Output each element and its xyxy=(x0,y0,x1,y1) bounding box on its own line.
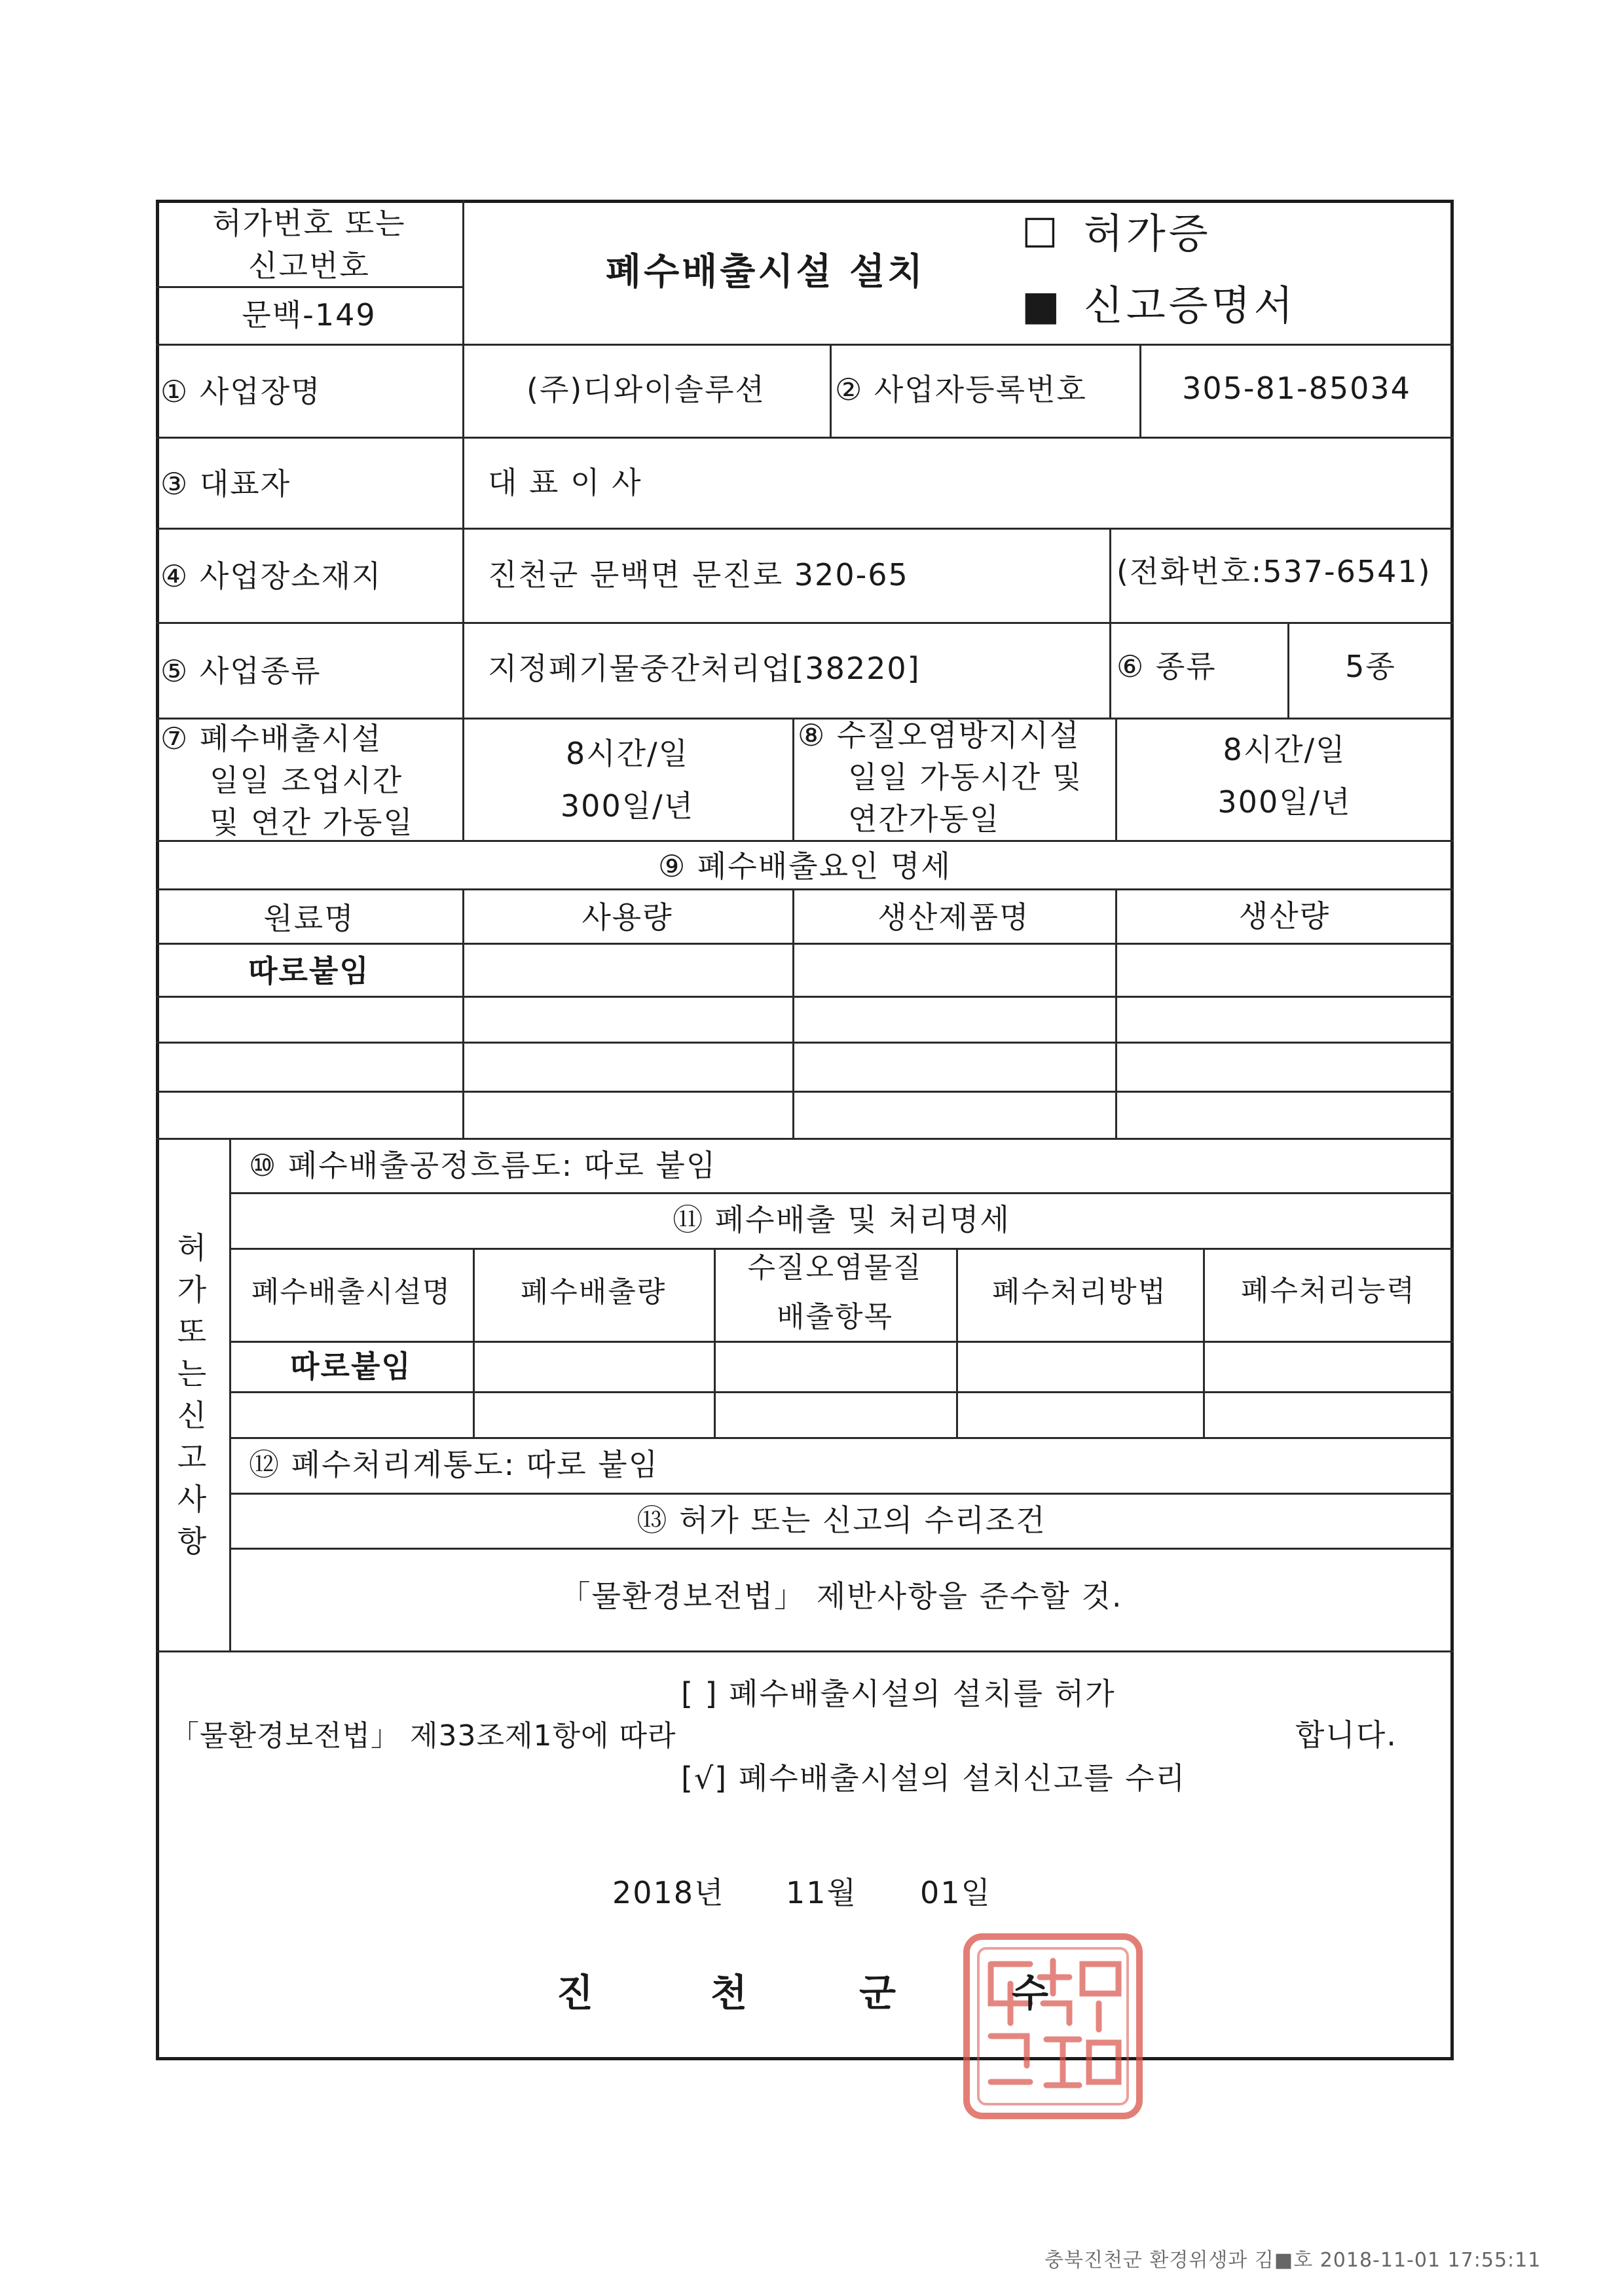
issuer-char: 수 xyxy=(1012,1971,1053,2015)
issuer-char: 군 xyxy=(859,1971,900,2015)
business-name-value: (주)디와이솔루션 xyxy=(526,372,766,407)
system-diagram-label: ⑫ 폐수처리계통도: 따로 붙임 xyxy=(249,1447,659,1482)
operation-hours: 8시간/일 xyxy=(565,736,690,771)
date-year: 2018년 xyxy=(612,1875,725,1910)
official-seal-icon xyxy=(961,1931,1145,2121)
option-permit-line: [ ] 폐수배출시설의 설치를 허가 xyxy=(681,1676,1116,1711)
row-line xyxy=(156,622,1454,624)
col-line xyxy=(830,344,832,437)
option-report-line: [√] 폐수배출시설의 설치신고를 수리 xyxy=(681,1760,1187,1796)
row-line xyxy=(229,1548,1454,1550)
side-label-char: 항 xyxy=(177,1523,208,1559)
detail-header-pollutant-line1: 수질오염물질 xyxy=(747,1251,923,1285)
factors-header-usage: 사용량 xyxy=(581,900,673,935)
operation-label-line3: 및 연간 가동일 xyxy=(210,805,414,840)
representative-label: ③ 대표자 xyxy=(160,466,291,501)
business-name-label: ① 사업장명 xyxy=(160,374,322,409)
address-value: 진천군 문백면 문진로 320-65 xyxy=(488,557,909,592)
flow-chart-label: ⑩ 폐수배출공정흐름도: 따로 붙임 xyxy=(249,1148,717,1183)
row-line xyxy=(156,1091,1454,1093)
kind-value: 5종 xyxy=(1345,649,1396,684)
permit-no-label-line1: 허가번호 또는 xyxy=(212,206,406,241)
law-reference: 「물환경보전법」 제33조제1항에 따라 xyxy=(170,1719,676,1753)
detail-first-cell: 따로붙임 xyxy=(290,1349,412,1384)
detail-header-pollutant-line2: 배출항목 xyxy=(776,1300,893,1334)
operation-label-line2: 일일 조업시간 xyxy=(210,763,403,798)
prevention-label-line3: 연간가동일 xyxy=(848,801,1001,837)
prevention-label-line2: 일일 가동시간 및 xyxy=(848,759,1083,795)
row-line xyxy=(229,1248,1454,1250)
kind-label: ⑥ 종류 xyxy=(1116,649,1217,684)
detail-title: ⑪ 폐수배출 및 처리명세 xyxy=(673,1202,1010,1237)
business-type-label: ⑤ 사업종류 xyxy=(160,653,322,689)
issuer-char: 진 xyxy=(557,1971,598,2015)
col-line xyxy=(462,200,464,718)
date-day: 01일 xyxy=(920,1875,991,1910)
side-label-char: 신 xyxy=(177,1398,208,1433)
phone-value: (전화번호:537-6541) xyxy=(1116,554,1431,589)
row-line xyxy=(156,437,1454,439)
detail-header-amount: 폐수배출량 xyxy=(520,1275,667,1309)
checkbox-permit-icon[interactable]: ☐ xyxy=(1022,210,1060,257)
conditions-title: ⑬ 허가 또는 신고의 수리조건 xyxy=(637,1503,1046,1538)
detail-header-capacity: 폐수처리능력 xyxy=(1240,1274,1416,1307)
col-line xyxy=(792,718,794,840)
prevention-label-line1: ⑧ 수질오염방지시설 xyxy=(798,718,1080,753)
operation-label-line1: ⑦ 폐수배출시설 xyxy=(160,721,382,756)
col-line xyxy=(473,1248,475,1437)
date-month: 11월 xyxy=(786,1875,857,1910)
permit-no-value: 문백-149 xyxy=(242,297,377,333)
row-line xyxy=(156,943,1454,945)
form-title: 폐수배출시설 설치 xyxy=(606,251,926,293)
operation-days: 300일/년 xyxy=(560,788,695,824)
conditions-text: 「물환경보전법」 제반사항을 준수할 것. xyxy=(560,1578,1123,1614)
option-report-label: 신고증명서 xyxy=(1084,282,1297,329)
row-line xyxy=(156,1138,1454,1140)
detail-header-method: 폐수처리방법 xyxy=(991,1275,1168,1309)
business-type-value: 지정폐기물중간처리업[38220] xyxy=(488,651,921,686)
factors-header-product: 생산제품명 xyxy=(877,900,1030,935)
reg-no-label: ② 사업자등록번호 xyxy=(835,372,1087,407)
row-line xyxy=(229,1493,1454,1495)
row-line xyxy=(229,1391,1454,1393)
row-line xyxy=(229,1192,1454,1194)
row-line xyxy=(156,1042,1454,1044)
print-stamp-line: 충북진천군 환경위생과 김■호 2018-11-01 17:55:11 xyxy=(1044,2249,1541,2272)
address-label: ④ 사업장소재지 xyxy=(160,558,382,594)
factors-first-cell: 따로붙임 xyxy=(248,953,370,989)
factors-header-material: 원료명 xyxy=(263,901,355,936)
permit-no-label-line2: 신고번호 xyxy=(248,248,370,283)
option-permit-label: 허가증 xyxy=(1084,210,1211,257)
factors-header-output: 생산량 xyxy=(1238,898,1331,934)
side-label-char: 또 xyxy=(177,1314,208,1349)
issuer-char: 천 xyxy=(710,1971,752,2015)
col-line xyxy=(956,1248,958,1437)
prevention-hours: 8시간/일 xyxy=(1223,732,1346,767)
side-label-char: 는 xyxy=(177,1356,208,1391)
row-line xyxy=(156,888,1454,890)
col-line xyxy=(462,718,464,840)
row-line xyxy=(156,996,1454,998)
prevention-days: 300일/년 xyxy=(1217,784,1352,820)
row-line xyxy=(156,344,1454,346)
row-line xyxy=(229,1341,1454,1343)
row-line xyxy=(229,1437,1454,1439)
factors-title: ⑨ 폐수배출요인 명세 xyxy=(658,848,951,884)
side-label-char: 고 xyxy=(177,1440,208,1475)
ending-text: 합니다. xyxy=(1295,1717,1397,1753)
side-label-char: 가 xyxy=(177,1272,208,1307)
row-line xyxy=(156,286,462,288)
representative-value: 대 표 이 사 xyxy=(488,465,642,500)
col-line xyxy=(1109,622,1111,718)
row-line xyxy=(156,528,1454,530)
reg-no-value: 305-81-85034 xyxy=(1182,371,1411,406)
row-line xyxy=(156,840,1454,842)
checkbox-report-icon[interactable]: ■ xyxy=(1022,282,1061,329)
side-label-char: 사 xyxy=(177,1482,208,1517)
side-label-char: 허 xyxy=(177,1230,208,1266)
row-line xyxy=(156,1650,1454,1652)
col-line xyxy=(1109,528,1111,622)
detail-header-facility: 폐수배출시설명 xyxy=(251,1275,451,1309)
